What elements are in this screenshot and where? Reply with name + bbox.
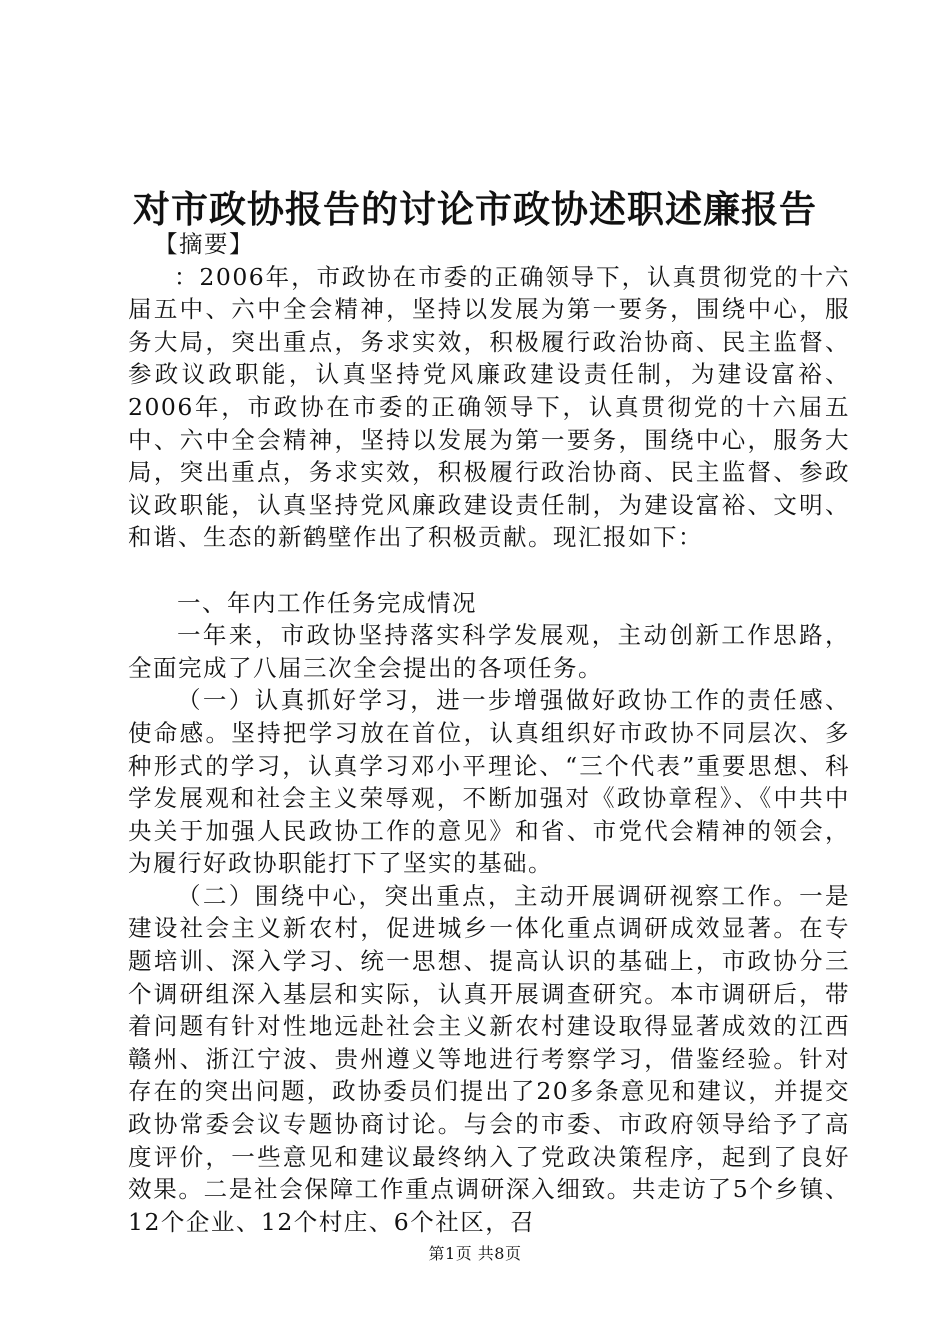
body-paragraph: 一年来，市政协坚持落实科学发展观，主动创新工作思路，全面完成了八届三次全会提出的各项任务。 [128, 621, 850, 682]
abstract-heading: 【摘要】 [154, 230, 254, 258]
paragraph-spacer [128, 554, 850, 587]
section-heading: 一、年内工作任务完成情况 [177, 588, 477, 617]
document-title: 对市政协报告的讨论市政协述职述廉报告 [133, 187, 817, 231]
body-paragraph: （二）围绕中心，突出重点，主动开展调研视察工作。一是建设社会主义新农村，促进城乡一体化重点调研成效显著。在专题培训、深入学习、统一思想、提高认识的基础上，市政协分三个调研组深入基层和实际，认真开展调查研究。本市调研后，带着问题有针对性地远赴社会主义新农村建设取得显著成效的江西赣州、浙江宁波、贵州遵义等地进行考察学习，借鉴经验。针对存在的突出问题，政协委员们提出了20多条意见和建议，并提交政协常委会议专题协商讨论。与会的市委、市政府领导给予了高度评价，一些意见和建议最终纳入了党政决策程序，起到了良好效果。二是社会保障工作重点调研深入细致。共走访了5个乡镇、12个企业、12个村庄、6个社区，召 [128, 881, 850, 1236]
document-body [128, 228, 850, 1238]
body-paragraph: （一）认真抓好学习，进一步增强做好政协工作的责任感、使命感。坚持把学习放在首位，认真组织好市政协不同层次、多种形式的学习，认真学习邓小平理论、“三个代表”重要思想、科学发展观和社会主义荣辱观，不断加强对《政协章程》、《中共中央关于加强人民政协工作的意见》和省、市党代会精神的领会，为履行好政协职能打下了坚实的基础。 [128, 686, 850, 878]
page-footer: 第1页 共8页 [428, 1244, 522, 1263]
abstract-paragraph: ：2006年，市政协在市委的正确领导下，认真贯彻党的十六届五中、六中全会精神，坚持以发展为第一要务，围绕中心，服务大局，突出重点，务求实效，积极履行政治协商、民主监督、参政议政职能，认真坚持党风廉政建设责任制，为建设富裕、2006年，市政协在市委的正确领导下，认真贯彻党的十六届五中、六中全会精神，坚持以发展为第一要务，围绕中心，服务大局，突出重点，务求实效，积极履行政治协商、民主监督、参政议政职能，认真坚持党风廉政建设责任制，为建设富裕、文明、和谐、生态的新鹤壁作出了积极贡献。现汇报如下： [128, 262, 850, 552]
